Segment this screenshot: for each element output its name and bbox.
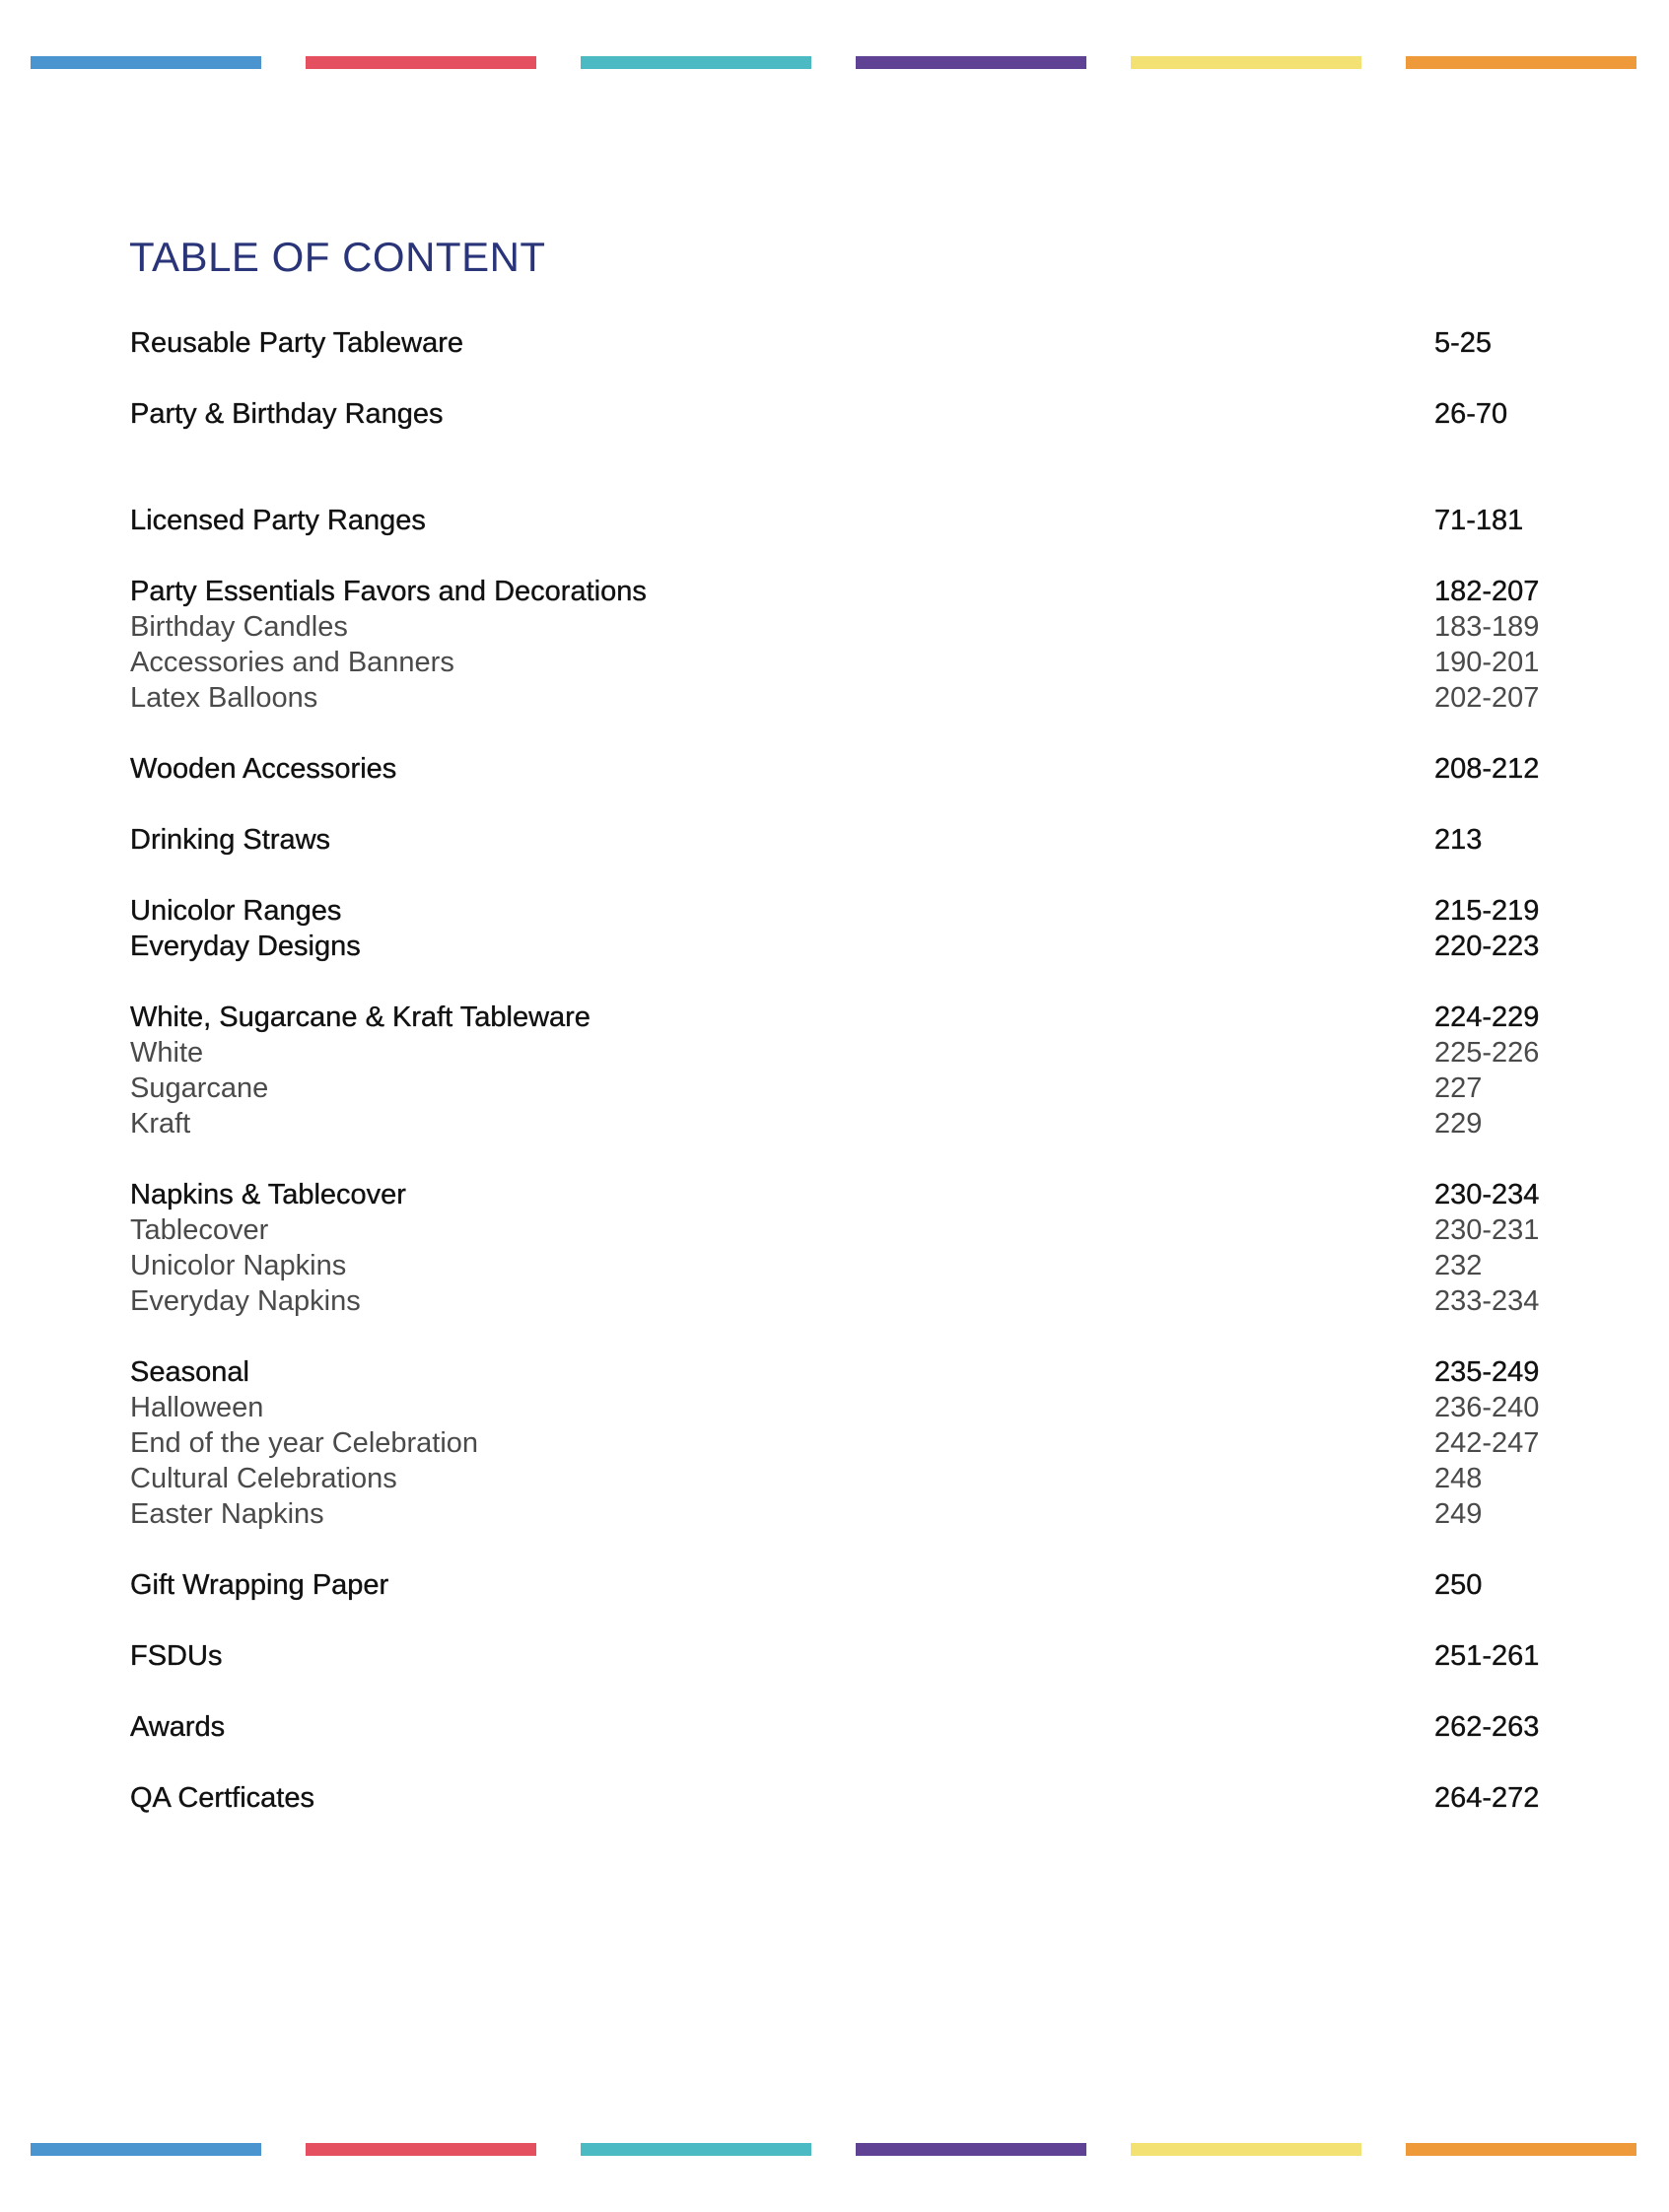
stripe-orange bbox=[1406, 56, 1636, 69]
toc-entry-label: Unicolor Napkins bbox=[130, 1250, 347, 1281]
toc-entry-pages: 183-189 bbox=[1434, 611, 1540, 643]
toc-entry-pages: 26-70 bbox=[1434, 398, 1508, 430]
toc-entry-label: Awards bbox=[130, 1711, 226, 1743]
stripe-teal bbox=[581, 2143, 811, 2156]
bottom-color-stripes bbox=[0, 2143, 1669, 2156]
toc-subentry bbox=[130, 1071, 1569, 1106]
page-title: TABLE OF CONTENT bbox=[129, 234, 546, 280]
toc-entry-pages: 227 bbox=[1434, 1072, 1483, 1104]
toc-subentry bbox=[130, 1283, 1569, 1319]
toc-entry-label: Gift Wrapping Paper bbox=[130, 1569, 389, 1601]
toc-entry-label: White, Sugarcane & Kraft Tableware bbox=[130, 1002, 591, 1033]
toc-entry-pages: 208-212 bbox=[1434, 753, 1540, 785]
toc-entry bbox=[130, 1567, 1569, 1603]
toc-entry-label: QA Certficates bbox=[130, 1782, 314, 1814]
toc-entry-pages: 225-226 bbox=[1434, 1037, 1540, 1069]
toc-entry-pages: 264-272 bbox=[1434, 1782, 1540, 1814]
toc-entry-pages: 230-231 bbox=[1434, 1214, 1540, 1246]
toc-entry-pages: 236-240 bbox=[1434, 1392, 1540, 1423]
toc-subentry bbox=[130, 1496, 1569, 1532]
stripe-teal bbox=[581, 56, 811, 69]
toc-entry-pages: 249 bbox=[1434, 1498, 1483, 1530]
toc-entry bbox=[130, 1354, 1569, 1390]
toc-entry-pages: 213 bbox=[1434, 824, 1483, 856]
toc-entry-label: Party & Birthday Ranges bbox=[130, 398, 444, 430]
toc-entry bbox=[130, 1638, 1569, 1674]
toc-entry-label: Drinking Straws bbox=[130, 824, 331, 856]
toc-entry-pages: 202-207 bbox=[1434, 682, 1540, 714]
toc-entry-label: Reusable Party Tableware bbox=[130, 327, 463, 359]
toc-entry-label: Easter Napkins bbox=[130, 1498, 324, 1530]
toc-entry-pages: 250 bbox=[1434, 1569, 1483, 1601]
top-color-stripes bbox=[0, 56, 1669, 69]
toc-entry-pages: 190-201 bbox=[1434, 647, 1540, 678]
stripe-orange bbox=[1406, 2143, 1636, 2156]
toc-entry-pages: 233-234 bbox=[1434, 1285, 1540, 1317]
toc-entry-label: Cultural Celebrations bbox=[130, 1463, 397, 1494]
toc-entry bbox=[130, 822, 1569, 858]
stripe-purple bbox=[856, 56, 1086, 69]
stripe-blue bbox=[31, 2143, 261, 2156]
toc-entry-label: Sugarcane bbox=[130, 1072, 269, 1104]
toc-entry-label: Birthday Candles bbox=[130, 611, 348, 643]
toc-entry-label: Party Essentials Favors and Decorations bbox=[130, 576, 647, 607]
toc-entry-pages: 5-25 bbox=[1434, 327, 1493, 359]
toc-entry-label: Licensed Party Ranges bbox=[130, 505, 426, 536]
toc-entry-label: Everyday Designs bbox=[130, 931, 361, 962]
toc-entry-pages: 182-207 bbox=[1434, 576, 1540, 607]
toc-entry bbox=[130, 1000, 1569, 1035]
toc-entry bbox=[130, 396, 1569, 432]
toc-entry bbox=[130, 325, 1569, 361]
toc-entry-pages: 215-219 bbox=[1434, 895, 1540, 927]
toc-entry bbox=[130, 574, 1569, 609]
stripe-blue bbox=[31, 56, 261, 69]
toc-entry bbox=[130, 503, 1569, 538]
toc-entry-label: FSDUs bbox=[130, 1640, 223, 1672]
stripe-red bbox=[306, 2143, 536, 2156]
toc-entry-label: White bbox=[130, 1037, 204, 1069]
toc-entry-label: Unicolor Ranges bbox=[130, 895, 342, 927]
toc-entry-pages: 220-223 bbox=[1434, 931, 1540, 962]
toc-entry bbox=[130, 893, 1569, 929]
toc-subentry bbox=[130, 1035, 1569, 1071]
toc-subentry bbox=[130, 1461, 1569, 1496]
toc-entry-label: Wooden Accessories bbox=[130, 753, 397, 785]
toc-entry-label: Tablecover bbox=[130, 1214, 269, 1246]
toc-entry-pages: 235-249 bbox=[1434, 1356, 1540, 1388]
toc-subentry bbox=[130, 680, 1569, 716]
toc-entry bbox=[130, 1780, 1569, 1816]
toc-subentry bbox=[130, 1425, 1569, 1461]
toc-entry-label: Halloween bbox=[130, 1392, 264, 1423]
toc-entry-pages: 229 bbox=[1434, 1108, 1483, 1140]
toc-entry bbox=[130, 1177, 1569, 1212]
toc-entry bbox=[130, 751, 1569, 787]
toc-entry-pages: 230-234 bbox=[1434, 1179, 1540, 1210]
stripe-red bbox=[306, 56, 536, 69]
toc-subentry bbox=[130, 1390, 1569, 1425]
toc-entry-pages: 224-229 bbox=[1434, 1002, 1540, 1033]
toc-entry-pages: 251-261 bbox=[1434, 1640, 1540, 1672]
toc-entry-label: Kraft bbox=[130, 1108, 191, 1140]
toc-entry-pages: 232 bbox=[1434, 1250, 1483, 1281]
toc-entry-label: Everyday Napkins bbox=[130, 1285, 361, 1317]
toc-entry-label: Latex Balloons bbox=[130, 682, 318, 714]
toc-subentry bbox=[130, 609, 1569, 645]
toc-subentry bbox=[130, 1106, 1569, 1141]
toc-entry bbox=[130, 929, 1569, 964]
toc-entry bbox=[130, 1709, 1569, 1745]
toc-subentry bbox=[130, 1212, 1569, 1248]
toc-entry-pages: 248 bbox=[1434, 1463, 1483, 1494]
stripe-yellow bbox=[1131, 56, 1361, 69]
toc-subentry bbox=[130, 1248, 1569, 1283]
toc-entry-pages: 262-263 bbox=[1434, 1711, 1540, 1743]
toc-entry-label: Accessories and Banners bbox=[130, 647, 454, 678]
toc-subentry bbox=[130, 645, 1569, 680]
toc-entry-label: Seasonal bbox=[130, 1356, 249, 1388]
toc-entry-pages: 242-247 bbox=[1434, 1427, 1540, 1459]
stripe-purple bbox=[856, 2143, 1086, 2156]
toc-entry-pages: 71-181 bbox=[1434, 505, 1524, 536]
toc-entry-label: End of the year Celebration bbox=[130, 1427, 479, 1459]
stripe-yellow bbox=[1131, 2143, 1361, 2156]
toc-entry-label: Napkins & Tablecover bbox=[130, 1179, 406, 1210]
